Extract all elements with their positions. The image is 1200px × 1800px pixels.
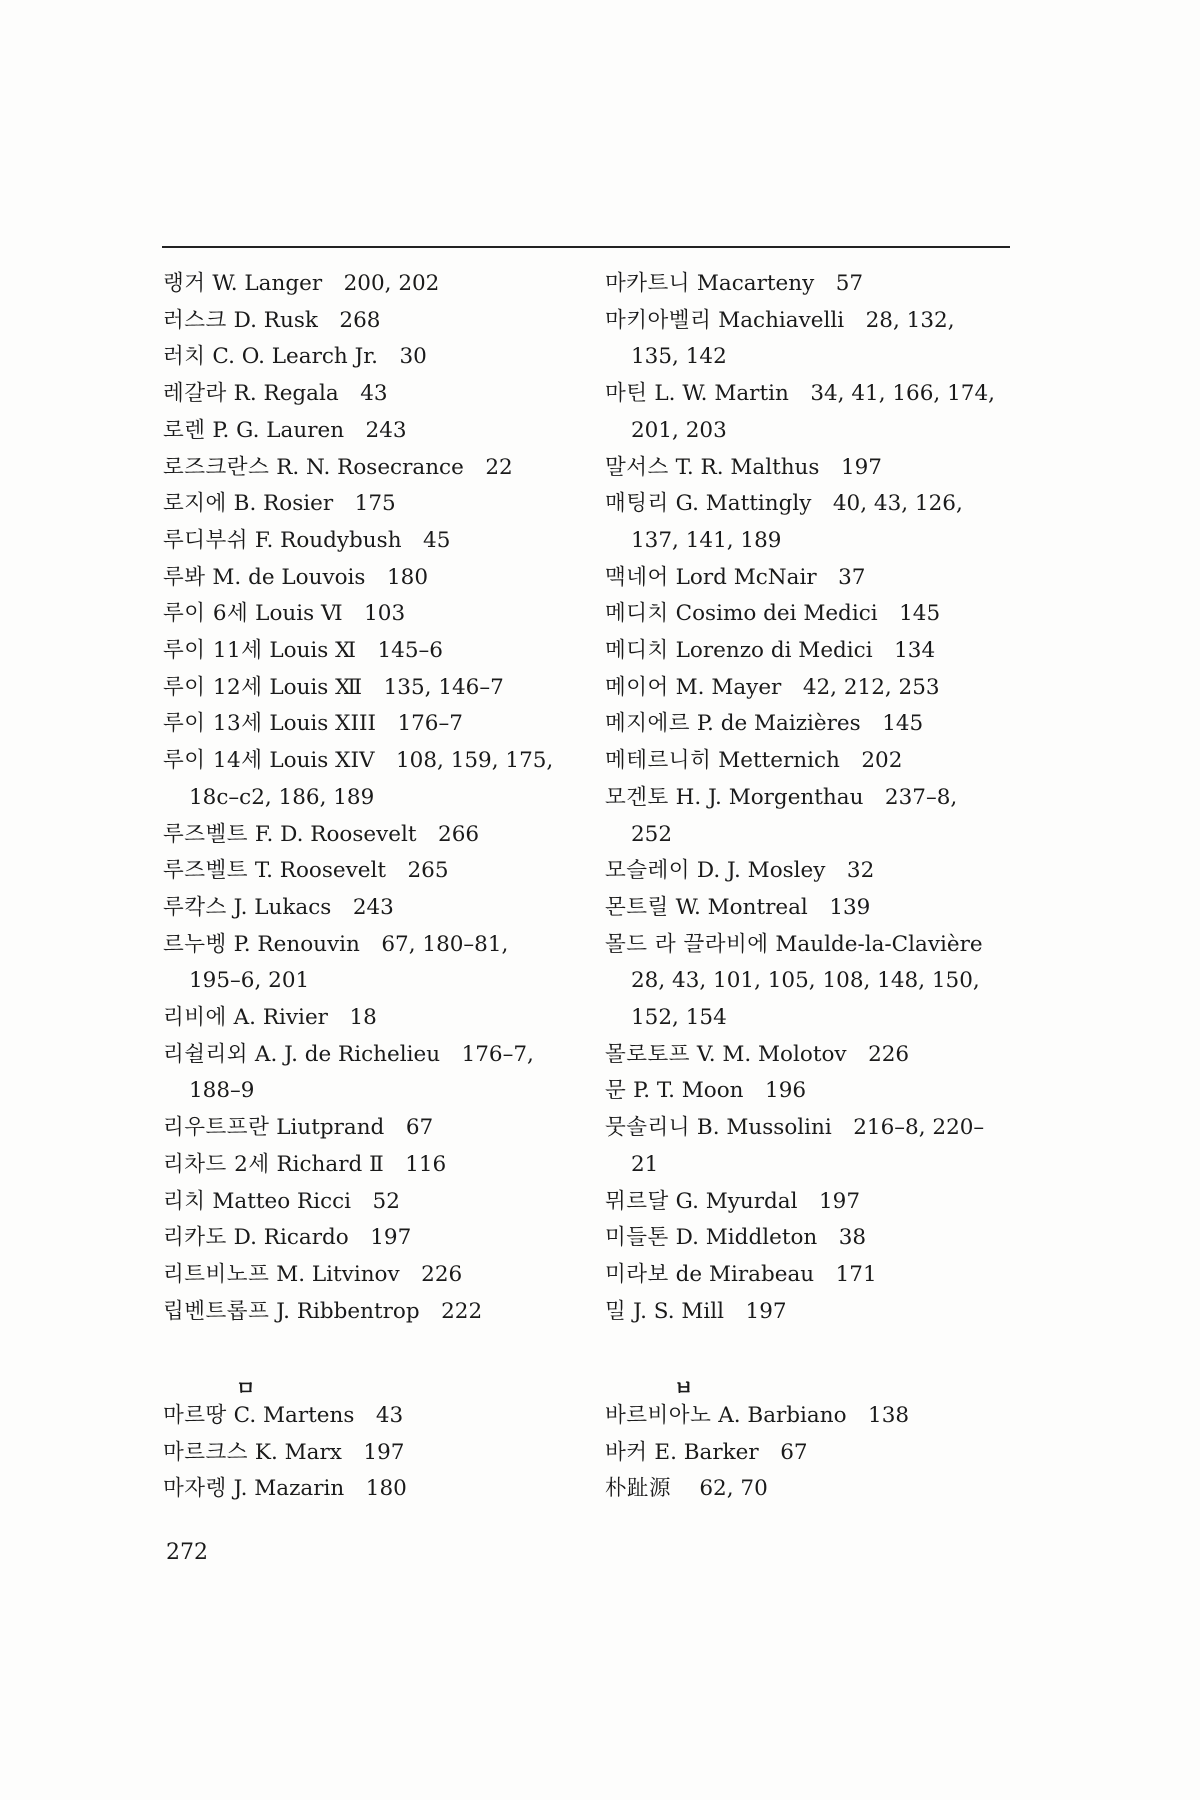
entry-original-name: V. M. Molotov bbox=[696, 1041, 847, 1067]
entry-page-refs: 116 bbox=[405, 1151, 447, 1177]
entry-page-refs: 52 bbox=[372, 1188, 400, 1214]
entry-original-name: C. Martens bbox=[233, 1403, 355, 1428]
entry-page-refs: 196 bbox=[765, 1078, 807, 1104]
entry-page-refs: 265 bbox=[407, 858, 449, 884]
entry-page-refs: 226 bbox=[421, 1261, 463, 1287]
index-entry bbox=[163, 1257, 563, 1294]
entry-korean-name: 몰드 라 끌라비에 bbox=[605, 931, 769, 957]
entry-original-name: Lorenzo di Medici bbox=[675, 638, 873, 664]
index-entry bbox=[163, 1471, 563, 1508]
section-mieum-entries bbox=[163, 1398, 563, 1508]
entry-page-refs: 32 bbox=[846, 858, 875, 884]
entry-original-name: F. Roudybush bbox=[254, 527, 402, 553]
entry-korean-name: 로렌 bbox=[163, 417, 206, 443]
entry-korean-name: 루즈벨트 bbox=[163, 858, 249, 884]
entry-korean-name: 마카트니 bbox=[605, 271, 691, 296]
index-entry bbox=[605, 706, 1005, 743]
entry-page-refs: 197 bbox=[745, 1298, 787, 1324]
index-column-left bbox=[163, 266, 563, 1330]
entry-korean-name: 미들톤 bbox=[605, 1225, 669, 1251]
index-entry bbox=[605, 890, 1005, 927]
entry-page-refs: 145 bbox=[899, 601, 941, 627]
entry-page-refs: 62, 70 bbox=[699, 1476, 768, 1502]
entry-original-name: P. de Maizières bbox=[696, 711, 861, 737]
entry-korean-name: 말서스 bbox=[605, 454, 669, 480]
entry-original-name: F. D. Roosevelt bbox=[254, 821, 417, 847]
entry-original-name: J. Lukacs bbox=[233, 894, 332, 920]
entry-page-refs: 38 bbox=[838, 1225, 867, 1251]
entry-korean-name: 레갈라 bbox=[163, 381, 227, 407]
entry-original-name: B. Rosier bbox=[233, 491, 334, 517]
index-entry bbox=[605, 1257, 1005, 1294]
entry-original-name: B. Mussolini bbox=[696, 1115, 832, 1141]
index-entry bbox=[605, 1398, 1005, 1435]
entry-original-name: M. de Louvois bbox=[212, 564, 366, 590]
entry-original-name: Richard Ⅱ bbox=[276, 1151, 384, 1177]
entry-original-name: Louis Ⅻ bbox=[269, 674, 363, 700]
entry-original-name: A. Rivier bbox=[233, 1005, 328, 1031]
entry-page-refs: 139 bbox=[829, 894, 871, 920]
index-entry bbox=[163, 1435, 563, 1472]
entry-korean-name: 마키아벨리 bbox=[605, 307, 712, 333]
index-entry bbox=[605, 1435, 1005, 1472]
entry-page-refs: 176–7 bbox=[397, 711, 463, 737]
entry-korean-name: 루이 11세 bbox=[163, 638, 263, 664]
entry-korean-name: 맥네어 bbox=[605, 564, 669, 590]
entry-korean-name: 몰로토프 bbox=[605, 1041, 691, 1067]
entry-korean-name: 몬트릴 bbox=[605, 894, 669, 920]
index-entry bbox=[605, 1073, 1005, 1110]
index-entry bbox=[163, 413, 563, 450]
entry-original-name: Louis XIV bbox=[269, 748, 375, 774]
entry-original-name: A. J. de Richelieu bbox=[254, 1041, 441, 1067]
index-entry bbox=[163, 339, 563, 376]
entry-page-refs: 37 bbox=[838, 564, 866, 590]
entry-korean-name: 마르크스 bbox=[163, 1439, 249, 1465]
entry-korean-name: 메디치 bbox=[605, 601, 669, 627]
index-column-right bbox=[605, 266, 1005, 1330]
entry-original-name: Lord McNair bbox=[675, 564, 817, 590]
entry-page-refs: 138 bbox=[868, 1403, 910, 1428]
entry-page-refs: 145–6 bbox=[377, 638, 443, 664]
index-entry bbox=[163, 927, 563, 1000]
entry-original-name: Metternich bbox=[718, 748, 840, 774]
entry-original-name: Machiavelli bbox=[718, 307, 845, 333]
entry-korean-name: 랭거 bbox=[163, 271, 206, 296]
entry-korean-name: 리차드 2세 bbox=[163, 1151, 270, 1177]
index-entry bbox=[605, 927, 1005, 1037]
entry-original-name: K. Marx bbox=[254, 1439, 342, 1465]
index-entry bbox=[605, 450, 1005, 487]
entry-page-refs: 171 bbox=[835, 1261, 877, 1287]
index-entry bbox=[605, 486, 1005, 559]
index-entry bbox=[163, 560, 563, 597]
index-entry bbox=[163, 266, 563, 303]
entry-page-refs: 28, 132, 135, 142 bbox=[631, 307, 955, 370]
entry-original-name: D. Rusk bbox=[233, 307, 318, 333]
entry-korean-name: 리카도 bbox=[163, 1225, 227, 1251]
entry-original-name: Louis XIII bbox=[269, 711, 376, 737]
entry-original-name: W. Montreal bbox=[675, 894, 808, 920]
entry-original-name: G. Myurdal bbox=[675, 1188, 798, 1214]
entry-page-refs: 197 bbox=[370, 1225, 412, 1251]
entry-page-refs: 266 bbox=[438, 821, 480, 847]
section-heading-mieum: ㅁ bbox=[236, 1376, 256, 1400]
index-entry bbox=[605, 1471, 1005, 1508]
entry-page-refs: 34, 41, 166, 174, 201, 203 bbox=[631, 381, 995, 443]
entry-korean-name: 문 bbox=[605, 1078, 627, 1104]
index-entry bbox=[163, 303, 563, 340]
entry-korean-name: 루즈벨트 bbox=[163, 821, 249, 847]
entry-korean-name: 리비에 bbox=[163, 1005, 227, 1031]
entry-korean-name: 메이어 bbox=[605, 674, 669, 700]
entry-original-name: A. Barbiano bbox=[718, 1403, 847, 1428]
index-entry bbox=[605, 1220, 1005, 1257]
entry-page-refs: 197 bbox=[840, 454, 882, 480]
entry-korean-name: 로지에 bbox=[163, 491, 227, 517]
entry-original-name: J. Mazarin bbox=[233, 1476, 345, 1502]
entry-korean-name: 리쉴리외 bbox=[163, 1041, 249, 1067]
entry-original-name: D. Middleton bbox=[675, 1225, 818, 1251]
entry-page-refs: 28, 43, 101, 105, 108, 148, 150, 152, 154 bbox=[631, 968, 980, 1031]
entry-page-refs: 135, 146–7 bbox=[383, 674, 504, 700]
entry-original-name: de Mirabeau bbox=[675, 1261, 815, 1287]
entry-page-refs: 180 bbox=[365, 1476, 407, 1502]
page-number: 272 bbox=[166, 1540, 208, 1565]
index-entry bbox=[605, 376, 1005, 449]
entry-korean-name: 립벤트롭프 bbox=[163, 1298, 270, 1324]
entry-original-name: Macarteny bbox=[696, 271, 815, 296]
index-entry bbox=[605, 303, 1005, 376]
index-entry bbox=[605, 743, 1005, 780]
entry-page-refs: 42, 212, 253 bbox=[802, 674, 940, 700]
entry-original-name: Liutprand bbox=[276, 1115, 385, 1141]
entry-page-refs: 197 bbox=[818, 1188, 861, 1214]
section-heading-bieup: ㅂ bbox=[674, 1376, 694, 1400]
entry-page-refs: 40, 43, 126, 137, 141, 189 bbox=[631, 491, 963, 553]
entry-original-name: M. Litvinov bbox=[276, 1261, 400, 1287]
entry-korean-name: 루디부쉬 bbox=[163, 527, 249, 553]
index-entry bbox=[163, 890, 563, 927]
entry-korean-name: 뭇솔리니 bbox=[605, 1115, 691, 1141]
entry-page-refs: 67, 180–81, 195–6, 201 bbox=[189, 931, 509, 994]
section-bieup-entries bbox=[605, 1398, 1005, 1508]
entry-korean-name: 매팅리 bbox=[605, 491, 669, 517]
entry-original-name: Cosimo dei Medici bbox=[675, 601, 878, 627]
index-entry bbox=[163, 1220, 563, 1257]
entry-korean-name: 바커 bbox=[605, 1439, 648, 1465]
entry-original-name: T. R. Malthus bbox=[675, 454, 820, 480]
entry-original-name: L. W. Martin bbox=[654, 381, 789, 407]
index-entry bbox=[605, 853, 1005, 890]
entry-korean-name: 루이 14세 bbox=[163, 748, 263, 774]
entry-korean-name: 마틴 bbox=[605, 381, 648, 407]
index-entry bbox=[163, 450, 563, 487]
index-entry bbox=[163, 1398, 563, 1435]
index-entry bbox=[605, 1110, 1005, 1183]
index-entry bbox=[605, 1184, 1005, 1221]
entry-original-name: P. T. Moon bbox=[633, 1078, 744, 1104]
index-entry bbox=[163, 743, 563, 816]
index-entry bbox=[163, 1037, 563, 1110]
entry-korean-name: 메디치 bbox=[605, 638, 669, 664]
entry-korean-name: 루이 12세 bbox=[163, 674, 263, 700]
entry-korean-name: 모겐토 bbox=[605, 784, 669, 810]
index-entry bbox=[605, 780, 1005, 853]
index-entry bbox=[605, 1037, 1005, 1074]
entry-original-name: G. Mattingly bbox=[675, 491, 812, 517]
index-entry bbox=[163, 1184, 563, 1221]
entry-page-refs: 200, 202 bbox=[343, 271, 440, 296]
entry-page-refs: 243 bbox=[352, 894, 394, 920]
entry-korean-name: 미라보 bbox=[605, 1261, 669, 1287]
entry-page-refs: 45 bbox=[423, 527, 451, 553]
index-entry bbox=[605, 1294, 1005, 1331]
entry-korean-name: 마르땅 bbox=[163, 1403, 227, 1428]
index-entry bbox=[163, 596, 563, 633]
entry-original-name: D. J. Mosley bbox=[696, 858, 826, 884]
entry-korean-name: 마자렝 bbox=[163, 1476, 227, 1502]
entry-korean-name: 朴趾源 bbox=[605, 1476, 672, 1502]
entry-page-refs: 103 bbox=[364, 601, 406, 627]
entry-korean-name: 루이 6세 bbox=[163, 601, 249, 627]
entry-original-name: J. Ribbentrop bbox=[276, 1298, 420, 1324]
index-entry bbox=[163, 523, 563, 560]
entry-page-refs: 222 bbox=[441, 1298, 483, 1324]
entry-korean-name: 모슬레이 bbox=[605, 858, 691, 884]
entry-page-refs: 180 bbox=[386, 564, 429, 590]
entry-original-name: W. Langer bbox=[212, 271, 323, 296]
index-entry bbox=[163, 1110, 563, 1147]
entry-page-refs: 18 bbox=[349, 1005, 377, 1031]
index-entry bbox=[163, 633, 563, 670]
entry-page-refs: 197 bbox=[363, 1439, 405, 1465]
entry-original-name: P. G. Lauren bbox=[212, 417, 345, 443]
entry-korean-name: 르누벵 bbox=[163, 931, 227, 957]
entry-page-refs: 145 bbox=[882, 711, 924, 737]
index-entry bbox=[163, 1294, 563, 1331]
entry-korean-name: 루이 13세 bbox=[163, 711, 263, 737]
entry-original-name: Louis Ⅺ bbox=[269, 638, 356, 664]
entry-korean-name: 메테르니히 bbox=[605, 748, 712, 774]
index-entry bbox=[163, 706, 563, 743]
index-entry bbox=[605, 596, 1005, 633]
entry-original-name: M. Mayer bbox=[675, 674, 782, 700]
entry-korean-name: 루칵스 bbox=[163, 894, 227, 920]
index-entry bbox=[163, 853, 563, 890]
entry-page-refs: 237–8, 252 bbox=[631, 784, 958, 847]
entry-original-name: Louis Ⅵ bbox=[255, 601, 343, 627]
top-rule bbox=[162, 246, 1010, 248]
entry-page-refs: 176–7, 188–9 bbox=[189, 1041, 534, 1104]
entry-original-name: P. Renouvin bbox=[233, 931, 360, 957]
entry-korean-name: 리우트프란 bbox=[163, 1115, 270, 1141]
index-entry bbox=[605, 560, 1005, 597]
entry-korean-name: 뮈르달 bbox=[605, 1188, 669, 1214]
entry-original-name: D. Ricardo bbox=[233, 1225, 349, 1251]
entry-korean-name: 메지에르 bbox=[605, 711, 691, 737]
entry-korean-name: 로즈크란스 bbox=[163, 454, 270, 480]
entry-page-refs: 30 bbox=[399, 344, 427, 370]
entry-page-refs: 243 bbox=[365, 417, 407, 443]
entry-original-name: Matteo Ricci bbox=[212, 1188, 352, 1214]
entry-original-name: H. J. Morgenthau bbox=[675, 784, 864, 810]
entry-page-refs: 216–8, 220–21 bbox=[631, 1115, 985, 1177]
entry-original-name: R. N. Rosecrance bbox=[276, 454, 464, 480]
entry-page-refs: 43 bbox=[375, 1403, 404, 1428]
entry-page-refs: 108, 159, 175, 18c–c2, 186, 189 bbox=[189, 748, 554, 810]
entry-original-name: C. O. Learch Jr. bbox=[212, 344, 378, 370]
entry-original-name: E. Barker bbox=[654, 1439, 759, 1465]
index-entry bbox=[163, 1000, 563, 1037]
entry-korean-name: 바르비아노 bbox=[605, 1403, 712, 1428]
index-entry bbox=[605, 670, 1005, 707]
entry-page-refs: 67 bbox=[780, 1439, 808, 1465]
entry-korean-name: 리트비노프 bbox=[163, 1261, 270, 1287]
entry-page-refs: 57 bbox=[835, 271, 864, 296]
index-entry bbox=[163, 1147, 563, 1184]
index-entry bbox=[605, 266, 1005, 303]
entry-original-name: R. Regala bbox=[233, 381, 339, 407]
index-entry bbox=[163, 670, 563, 707]
entry-korean-name: 러치 bbox=[163, 344, 206, 370]
entry-korean-name: 루봐 bbox=[163, 564, 206, 590]
index-entry bbox=[163, 376, 563, 413]
index-entry bbox=[605, 633, 1005, 670]
entry-page-refs: 22 bbox=[485, 454, 513, 480]
entry-page-refs: 268 bbox=[339, 307, 381, 333]
entry-page-refs: 67 bbox=[405, 1115, 434, 1141]
entry-page-refs: 202 bbox=[861, 748, 903, 774]
entry-original-name: J. S. Mill bbox=[633, 1298, 725, 1324]
entry-original-name: T. Roosevelt bbox=[254, 858, 386, 884]
entry-page-refs: 175 bbox=[354, 491, 396, 517]
entry-korean-name: 러스크 bbox=[163, 307, 227, 333]
entry-page-refs: 226 bbox=[868, 1041, 910, 1067]
entry-korean-name: 밀 bbox=[605, 1298, 627, 1324]
index-entry bbox=[163, 486, 563, 523]
entry-page-refs: 134 bbox=[894, 638, 936, 664]
index-entry bbox=[163, 817, 563, 854]
entry-page-refs: 43 bbox=[360, 381, 388, 407]
entry-original-name: Maulde-la-Clavière bbox=[775, 931, 983, 957]
entry-korean-name: 리치 bbox=[163, 1188, 206, 1214]
